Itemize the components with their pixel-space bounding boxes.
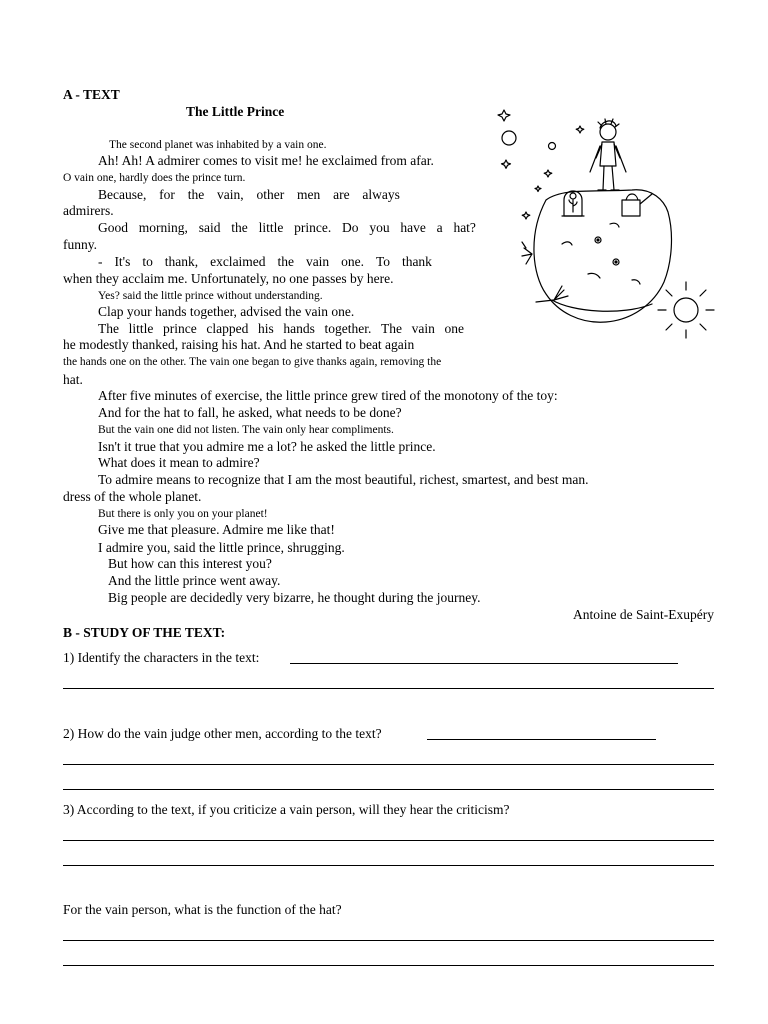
answer-line-2-inline[interactable] — [427, 739, 656, 740]
story-line: admirers. — [63, 203, 114, 218]
word: little — [128, 321, 154, 336]
story-line — [98, 254, 432, 270]
watering-can — [622, 200, 640, 216]
question-1: 1) Identify the characters in the text: — [63, 650, 260, 665]
word: morning, — [138, 220, 188, 235]
word: his — [257, 321, 274, 336]
word: thank — [401, 254, 432, 269]
word: prince — [163, 321, 197, 336]
story-line: hat. — [63, 372, 83, 387]
word: men — [297, 187, 321, 202]
story-line: when they acclaim me. Unfortunately, no one passes by here. — [63, 271, 394, 286]
story-line — [98, 187, 400, 203]
story-line: Clap your hands together, advised the vain one. — [98, 304, 355, 319]
star-icon — [498, 110, 510, 121]
story-line: To admire means to recognize that I am the most beautiful, richest, smartest, and best man. — [98, 472, 589, 487]
star-icon — [522, 212, 530, 219]
story-line: But the vain one did not listen. The vain only hear compliments. — [98, 424, 394, 436]
answer-line[interactable] — [63, 688, 714, 689]
story-line: And the little prince went away. — [108, 573, 281, 588]
word: - — [98, 254, 103, 269]
word: Do — [342, 220, 359, 235]
word: for — [159, 187, 175, 202]
story-line — [98, 220, 476, 236]
word: vain — [411, 321, 435, 336]
word: The — [380, 321, 402, 336]
answer-line[interactable] — [63, 865, 714, 866]
section-a-heading: A - TEXT — [63, 87, 120, 102]
word: little — [258, 220, 284, 235]
story-line: I admire you, said the little prince, shrugging. — [98, 540, 345, 555]
answer-line[interactable] — [63, 764, 714, 765]
word: Good — [98, 220, 128, 235]
word: the — [231, 220, 248, 235]
word: exclaimed — [210, 254, 266, 269]
story-line: funny. — [63, 237, 97, 252]
word: vain — [305, 254, 330, 269]
story-line: The second planet was inhabited by a vain one. — [109, 139, 327, 151]
author-credit: Antoine de Saint-Exupéry — [573, 607, 714, 622]
story-line: Big people are decidedly very bizarre, he thought during the journey. — [108, 590, 481, 605]
answer-line[interactable] — [63, 789, 714, 790]
story-title: The Little Prince — [186, 104, 285, 119]
section-b-heading: B - STUDY OF THE TEXT: — [63, 625, 226, 640]
star-icon — [535, 186, 541, 192]
story-line: Give me that pleasure. Admire me like that! — [98, 522, 335, 537]
story-line: But there is only you on your planet! — [98, 508, 268, 520]
story-line: Yes? said the little prince without understanding. — [98, 290, 323, 302]
word: vain, — [217, 187, 244, 202]
word: said — [198, 220, 221, 235]
word: a — [436, 220, 443, 235]
word: hat? — [453, 220, 476, 235]
word: It's — [114, 254, 131, 269]
star-icon — [576, 126, 584, 133]
story-line: What does it mean to admire? — [98, 455, 260, 470]
word: clapped — [206, 321, 249, 336]
word: the — [187, 187, 205, 202]
planet — [534, 190, 672, 322]
little-prince-figure — [590, 119, 626, 190]
question-3: 3) According to the text, if you criticize a vain person, will they hear the criticism? — [63, 802, 510, 817]
word: have — [400, 220, 426, 235]
answer-line[interactable] — [63, 940, 714, 941]
small-planet-icon — [549, 143, 556, 150]
word: to — [142, 254, 153, 269]
word: To — [375, 254, 390, 269]
small-planet-icon — [502, 131, 516, 145]
word: together. — [324, 321, 372, 336]
word: Because, — [98, 187, 147, 202]
story-line — [98, 321, 464, 337]
word: The — [98, 321, 119, 336]
word: one. — [341, 254, 364, 269]
story-line: O vain one, hardly does the prince turn. — [63, 172, 246, 184]
little-prince-illustration — [492, 104, 720, 344]
star-icon — [502, 160, 511, 168]
word: are — [333, 187, 350, 202]
word: always — [362, 187, 400, 202]
star-icon — [544, 170, 552, 177]
story-line: Ah! Ah! A admirer comes to visit me! he exclaimed from afar. — [98, 153, 434, 168]
story-line: After five minutes of exercise, the little prince grew tired of the monotony of the toy: — [98, 388, 558, 403]
word: you — [369, 220, 390, 235]
word: hands — [283, 321, 315, 336]
word: prince. — [294, 220, 332, 235]
story-line: But how can this interest you? — [108, 556, 272, 571]
sun-icon — [658, 282, 714, 338]
story-line: dress of the whole planet. — [63, 489, 202, 504]
story-line: he modestly thanked, raising his hat. And he started to beat again — [63, 337, 415, 352]
story-line: the hands one on the other. The vain one began to give thanks again, removing the — [63, 356, 442, 368]
question-2: 2) How do the vain judge other men, according to the text? — [63, 726, 382, 741]
story-line: And for the hat to fall, he asked, what needs to be done? — [98, 405, 402, 420]
question-4: For the vain person, what is the function of the hat? — [63, 902, 342, 917]
answer-line-1-inline[interactable] — [290, 663, 678, 664]
story-line: Isn't it true that you admire me a lot? he asked the little prince. — [98, 439, 436, 454]
word: the — [277, 254, 294, 269]
answer-line[interactable] — [63, 965, 714, 966]
word: thank, — [164, 254, 199, 269]
word: one — [444, 321, 464, 336]
answer-line[interactable] — [63, 840, 714, 841]
word: other — [256, 187, 285, 202]
